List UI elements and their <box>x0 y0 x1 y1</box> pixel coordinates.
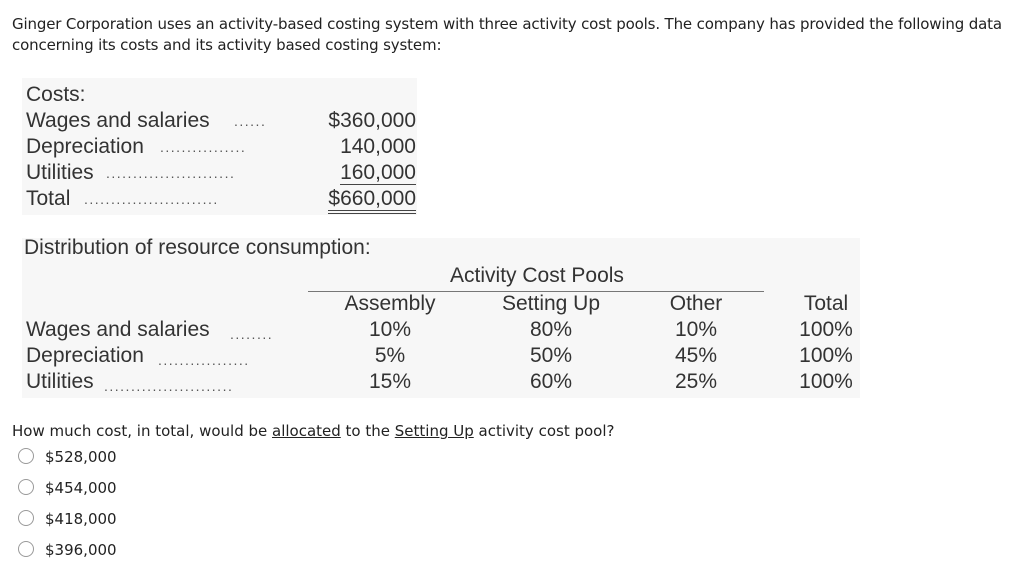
leader-dots: ........ <box>230 326 274 342</box>
cost-label: Wages and salaries <box>26 109 210 132</box>
cell-total: 100% <box>799 344 853 367</box>
cost-amount: 160,000 <box>340 161 416 184</box>
cost-label: Total <box>26 187 71 210</box>
column-header-setting-up: Setting Up <box>501 292 601 315</box>
distribution-row-label: Wages and salaries <box>26 318 210 341</box>
activity-cost-pools-header: Activity Cost Pools <box>450 264 624 287</box>
cell-assembly: 15% <box>368 370 412 393</box>
radio-button[interactable] <box>18 510 34 526</box>
cell-setting-up: 50% <box>529 344 573 367</box>
leader-dots: ................. <box>158 352 250 368</box>
leader-dots: ........................ <box>106 165 236 181</box>
answer-option-label[interactable]: $396,000 <box>45 541 117 559</box>
cell-assembly: 10% <box>368 318 412 341</box>
radio-button[interactable] <box>18 479 34 495</box>
allocated-link[interactable]: allocated <box>272 422 341 440</box>
cell-assembly: 5% <box>374 344 406 367</box>
cost-amount: 140,000 <box>340 135 416 158</box>
costs-table: Costs: Wages and salaries ...... $360,000 Depreciation ................ 140,000 Utilities ........................ 160,000 Total ......................... $660,000 <box>22 78 417 215</box>
cell-other: 25% <box>674 370 718 393</box>
leader-dots: ......................... <box>84 191 219 207</box>
question-prompt: How much cost, in total, would be allocated to the Setting Up activity cost pool? <box>12 422 615 440</box>
radio-button[interactable] <box>18 448 34 464</box>
leader-dots: ...... <box>234 113 267 129</box>
column-header-total: Total <box>803 292 849 315</box>
column-header-assembly: Assembly <box>344 292 436 315</box>
cell-total: 100% <box>799 318 853 341</box>
cost-label: Utilities <box>26 161 94 184</box>
cell-setting-up: 80% <box>529 318 573 341</box>
column-header-other: Other <box>669 292 723 315</box>
cost-label: Depreciation <box>26 135 144 158</box>
setting-up-link[interactable]: Setting Up <box>394 422 474 440</box>
cell-setting-up: 60% <box>529 370 573 393</box>
distribution-row-label: Utilities <box>26 370 94 393</box>
distribution-row-label: Depreciation <box>26 344 144 367</box>
answer-option-label[interactable]: $418,000 <box>45 510 117 528</box>
cell-other: 10% <box>674 318 718 341</box>
leader-dots: ................ <box>160 139 247 155</box>
answer-option-label[interactable]: $528,000 <box>45 448 117 466</box>
cost-amount-total: $660,000 <box>328 188 416 214</box>
answer-option-label[interactable]: $454,000 <box>45 479 117 497</box>
radio-button[interactable] <box>18 541 34 557</box>
cost-amount: $360,000 <box>328 109 416 132</box>
distribution-title: Distribution of resource consumption: <box>24 236 371 259</box>
cell-other: 45% <box>674 344 718 367</box>
question-intro: Ginger Corporation uses an activity-based costing system with three activity cost pools. The company has provided the following data concerning its costs and its activity based costing system: <box>12 15 1002 54</box>
leader-dots: ........................ <box>104 378 234 394</box>
cell-total: 100% <box>799 370 853 393</box>
